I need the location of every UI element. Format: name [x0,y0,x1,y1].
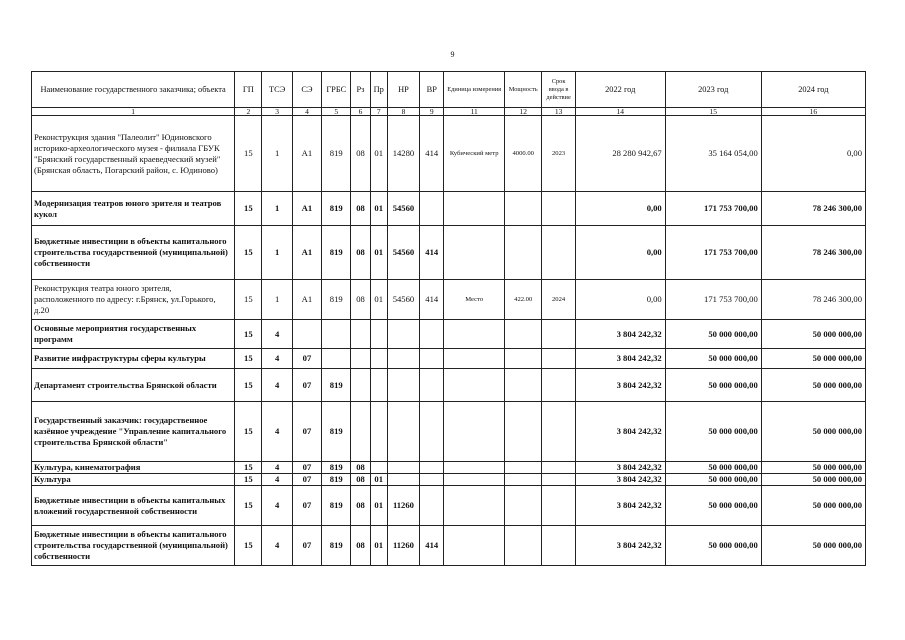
unit-cell [444,226,505,280]
pr-cell: 01 [370,526,387,566]
header-term: Срок ввода в действие [542,72,575,108]
unit-cell [444,402,505,462]
tse-cell: 4 [262,320,292,349]
table-row [32,349,866,369]
header-power: Мощность [505,72,542,108]
amount-2023: 50 000 000,00 [665,486,761,526]
tse-cell: 1 [262,192,292,226]
amount-2023: 171 753 700,00 [665,192,761,226]
header-name: Наименование государственного заказчика; объекта [32,72,235,108]
power-cell: 4000.00 [505,116,542,192]
tse-cell: 4 [262,474,292,486]
pr-cell [370,320,387,349]
power-cell [505,192,542,226]
pr-cell: 01 [370,474,387,486]
header-2024: 2024 год [761,72,865,108]
grbs-cell: 819 [322,402,351,462]
object-name: Реконструкция театра юного зрителя, расположенного по адресу: г.Брянск, ул.Горького, д.20 [32,280,235,320]
term-cell [542,192,575,226]
se-cell: А1 [292,226,321,280]
amount-2024: 78 246 300,00 [761,226,865,280]
header-rz: Рз [351,72,370,108]
rz-cell: 08 [351,462,370,474]
vr-cell [420,486,444,526]
column-number: 4 [292,108,321,116]
amount-2022: 0,00 [575,226,665,280]
unit-cell [444,462,505,474]
vr-cell: 414 [420,226,444,280]
column-number: 15 [665,108,761,116]
amount-2022: 28 280 942,67 [575,116,665,192]
object-name: Реконструкция здания "Палеолит" Юдиновского историко-археологического музея - филиала ГБУК "Брянский государственный краеведческий музей" (Брянская область, Погарский район, с. Юдиново) [32,116,235,192]
amount-2022: 0,00 [575,280,665,320]
vr-cell [420,349,444,369]
header-unit: Единица измерения [444,72,505,108]
gp-cell: 15 [235,116,262,192]
term-cell [542,402,575,462]
nr-cell [387,349,419,369]
nr-cell: 54560 [387,280,419,320]
vr-cell [420,402,444,462]
se-cell: А1 [292,280,321,320]
unit-cell [444,369,505,402]
se-cell: 07 [292,474,321,486]
amount-2023: 50 000 000,00 [665,320,761,349]
amount-2023: 171 753 700,00 [665,280,761,320]
amount-2024: 50 000 000,00 [761,462,865,474]
vr-cell [420,192,444,226]
gp-cell: 15 [235,349,262,369]
amount-2022: 0,00 [575,192,665,226]
gp-cell: 15 [235,462,262,474]
amount-2024: 50 000 000,00 [761,349,865,369]
amount-2022: 3 804 242,32 [575,474,665,486]
amount-2024: 78 246 300,00 [761,280,865,320]
term-cell [542,526,575,566]
column-number: 13 [542,108,575,116]
rz-cell: 08 [351,192,370,226]
table-row [32,192,866,226]
unit-cell: Кубический метр [444,116,505,192]
nr-cell: 11260 [387,486,419,526]
column-number: 7 [370,108,387,116]
se-cell: А1 [292,192,321,226]
grbs-cell: 819 [322,486,351,526]
header-2023: 2023 год [665,72,761,108]
term-cell [542,474,575,486]
se-cell: А1 [292,116,321,192]
se-cell: 07 [292,462,321,474]
gp-cell: 15 [235,474,262,486]
unit-cell [444,526,505,566]
power-cell [505,474,542,486]
amount-2023: 50 000 000,00 [665,526,761,566]
grbs-cell [322,349,351,369]
term-cell: 2023 [542,116,575,192]
term-cell [542,226,575,280]
gp-cell: 15 [235,486,262,526]
table-row [32,226,866,280]
rz-cell [351,320,370,349]
amount-2022: 3 804 242,32 [575,526,665,566]
object-name: Основные мероприятия государственных программ [32,320,235,349]
object-name: Бюджетные инвестиции в объекты капитального строительства государственной (муниципальной) собственности [32,226,235,280]
grbs-cell: 819 [322,474,351,486]
object-name: Культура, кинематография [32,462,235,474]
amount-2023: 35 164 054,00 [665,116,761,192]
table-row [32,369,866,402]
se-cell: 07 [292,402,321,462]
table-row [32,486,866,526]
amount-2024: 50 000 000,00 [761,369,865,402]
gp-cell: 15 [235,226,262,280]
pr-cell: 01 [370,226,387,280]
power-cell [505,320,542,349]
table-row [32,474,866,486]
column-number: 12 [505,108,542,116]
rz-cell [351,349,370,369]
budget-table [31,71,866,566]
vr-cell: 414 [420,280,444,320]
grbs-cell: 819 [322,226,351,280]
table-row [32,462,866,474]
power-cell [505,402,542,462]
amount-2023: 171 753 700,00 [665,226,761,280]
column-number: 9 [420,108,444,116]
amount-2024: 50 000 000,00 [761,320,865,349]
header-pr: Пр [370,72,387,108]
amount-2023: 50 000 000,00 [665,369,761,402]
table-row [32,280,866,320]
tse-cell: 1 [262,116,292,192]
object-name: Бюджетные инвестиции в объекты капитального строительства государственной (муниципальной) собственности [32,526,235,566]
header-row [32,72,866,108]
object-name: Бюджетные инвестиции в объекты капитальных вложений государственной собственности [32,486,235,526]
power-cell [505,462,542,474]
term-cell [542,320,575,349]
gp-cell: 15 [235,192,262,226]
table-row [32,526,866,566]
rz-cell: 08 [351,486,370,526]
amount-2024: 50 000 000,00 [761,526,865,566]
amount-2024: 78 246 300,00 [761,192,865,226]
column-number: 1 [32,108,235,116]
nr-cell: 54560 [387,192,419,226]
header-se: СЭ [292,72,321,108]
unit-cell [444,320,505,349]
rz-cell [351,369,370,402]
tse-cell: 4 [262,369,292,402]
se-cell: 07 [292,349,321,369]
object-name: Развитие инфраструктуры сферы культуры [32,349,235,369]
power-cell [505,226,542,280]
tse-cell: 4 [262,526,292,566]
tse-cell: 4 [262,462,292,474]
object-name: Департамент строительства Брянской области [32,369,235,402]
rz-cell: 08 [351,116,370,192]
amount-2022: 3 804 242,32 [575,402,665,462]
amount-2023: 50 000 000,00 [665,349,761,369]
gp-cell: 15 [235,526,262,566]
se-cell [292,320,321,349]
term-cell [542,369,575,402]
amount-2023: 50 000 000,00 [665,402,761,462]
amount-2024: 0,00 [761,116,865,192]
page-number: 9 [450,50,455,59]
column-number-row [32,108,866,116]
column-number: 5 [322,108,351,116]
pr-cell [370,349,387,369]
grbs-cell: 819 [322,116,351,192]
nr-cell: 54560 [387,226,419,280]
column-number: 3 [262,108,292,116]
table-row [32,402,866,462]
column-number: 16 [761,108,865,116]
vr-cell: 414 [420,116,444,192]
nr-cell [387,474,419,486]
vr-cell [420,320,444,349]
pr-cell: 01 [370,192,387,226]
se-cell: 07 [292,369,321,402]
amount-2023: 50 000 000,00 [665,474,761,486]
rz-cell: 08 [351,226,370,280]
se-cell: 07 [292,486,321,526]
amount-2024: 50 000 000,00 [761,486,865,526]
column-number: 2 [235,108,262,116]
rz-cell: 08 [351,280,370,320]
header-tse: ТСЭ [262,72,292,108]
nr-cell: 11260 [387,526,419,566]
term-cell [542,462,575,474]
table-row [32,320,866,349]
header-gp: ГП [235,72,262,108]
header-grbs: ГРБС [322,72,351,108]
object-name: Культура [32,474,235,486]
gp-cell: 15 [235,280,262,320]
header-nr: НР [387,72,419,108]
grbs-cell [322,320,351,349]
grbs-cell: 819 [322,462,351,474]
column-number: 11 [444,108,505,116]
amount-2022: 3 804 242,32 [575,320,665,349]
power-cell [505,369,542,402]
nr-cell [387,402,419,462]
tse-cell: 4 [262,486,292,526]
pr-cell [370,462,387,474]
pr-cell: 01 [370,116,387,192]
column-number: 6 [351,108,370,116]
column-number: 8 [387,108,419,116]
nr-cell [387,462,419,474]
nr-cell [387,369,419,402]
rz-cell: 08 [351,474,370,486]
gp-cell: 15 [235,369,262,402]
amount-2023: 50 000 000,00 [665,462,761,474]
unit-cell [444,192,505,226]
rz-cell [351,402,370,462]
pr-cell [370,369,387,402]
tse-cell: 1 [262,226,292,280]
amount-2022: 3 804 242,32 [575,462,665,474]
table-row [32,116,866,192]
grbs-cell: 819 [322,280,351,320]
amount-2024: 50 000 000,00 [761,474,865,486]
unit-cell [444,349,505,369]
vr-cell [420,462,444,474]
se-cell: 07 [292,526,321,566]
amount-2022: 3 804 242,32 [575,349,665,369]
vr-cell: 414 [420,526,444,566]
grbs-cell: 819 [322,369,351,402]
gp-cell: 15 [235,320,262,349]
tse-cell: 4 [262,402,292,462]
column-number: 14 [575,108,665,116]
amount-2022: 3 804 242,32 [575,369,665,402]
vr-cell [420,369,444,402]
nr-cell [387,320,419,349]
unit-cell [444,474,505,486]
gp-cell: 15 [235,402,262,462]
power-cell [505,349,542,369]
grbs-cell: 819 [322,526,351,566]
vr-cell [420,474,444,486]
header-2022: 2022 год [575,72,665,108]
term-cell [542,349,575,369]
grbs-cell: 819 [322,192,351,226]
rz-cell: 08 [351,526,370,566]
power-cell [505,486,542,526]
power-cell: 422.00 [505,280,542,320]
nr-cell: 14280 [387,116,419,192]
header-vr: ВР [420,72,444,108]
amount-2024: 50 000 000,00 [761,402,865,462]
pr-cell: 01 [370,280,387,320]
power-cell [505,526,542,566]
tse-cell: 1 [262,280,292,320]
pr-cell [370,402,387,462]
term-cell [542,486,575,526]
unit-cell: Место [444,280,505,320]
term-cell: 2024 [542,280,575,320]
object-name: Государственный заказчик: государственное казённое учреждение "Управление капитального строительства Брянской области" [32,402,235,462]
pr-cell: 01 [370,486,387,526]
amount-2022: 3 804 242,32 [575,486,665,526]
unit-cell [444,486,505,526]
object-name: Модернизация театров юного зрителя и театров кукол [32,192,235,226]
tse-cell: 4 [262,349,292,369]
